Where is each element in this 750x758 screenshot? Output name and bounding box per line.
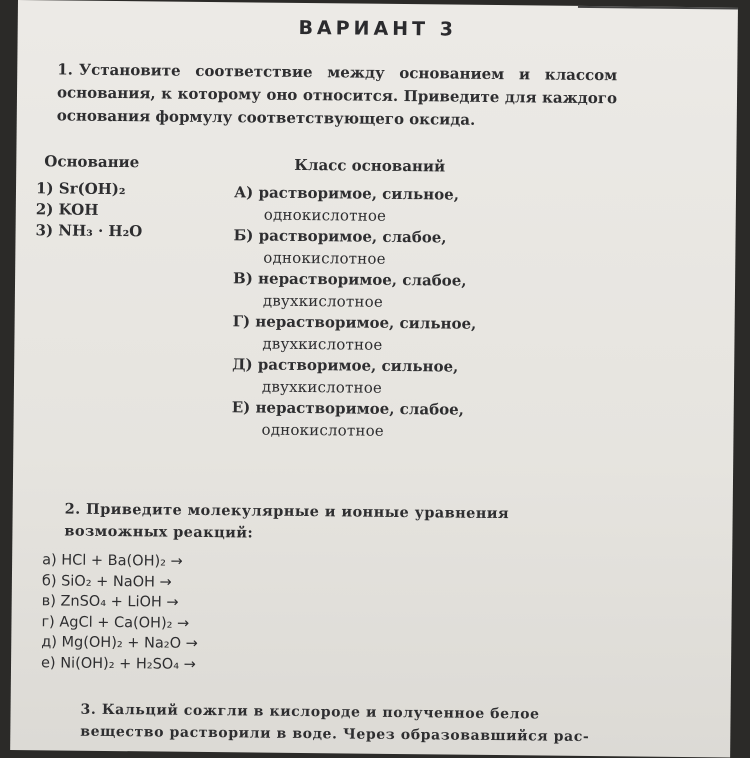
base-item: 2) KOH bbox=[35, 200, 99, 219]
class-item-line-1: В) нерастворимое, слабое, bbox=[233, 269, 467, 290]
class-item bbox=[234, 182, 564, 228]
class-item-line-2: двухкислотное bbox=[262, 291, 384, 311]
variant-title: ВАРИАНТ 3 bbox=[298, 16, 458, 41]
class-list bbox=[231, 182, 564, 443]
question-2-text: 2. Приведите молекулярные и ионные уравнения возможных реакций: bbox=[64, 500, 510, 542]
question-1-body: Установите соответствие между основанием и классом основания, к которому оно относится. Приведите для каждого основания формулу соответствующего оксида. bbox=[56, 60, 618, 129]
worksheet-page bbox=[10, 0, 738, 757]
top-rule bbox=[578, 6, 738, 10]
class-item-line-1: А) растворимое, сильное, bbox=[233, 183, 460, 204]
class-item-line-2: двухкислотное bbox=[262, 334, 383, 354]
base-item: 3) NH₃ · H₂O bbox=[35, 221, 143, 241]
question-1-number: 1. bbox=[57, 60, 74, 79]
class-item-line-1: Б) растворимое, слабое, bbox=[233, 226, 447, 247]
class-column-header: Класс оснований bbox=[294, 155, 446, 176]
reaction-item: в) ZnSO₄ + LiOH → bbox=[41, 593, 179, 611]
reaction-item: д) Mg(OH)₂ + Na₂O → bbox=[41, 634, 198, 652]
reaction-item: г) AgCl + Ca(OH)₂ → bbox=[41, 613, 190, 632]
class-item-line-2: однокислотное bbox=[263, 248, 386, 268]
class-item bbox=[233, 268, 563, 314]
class-item bbox=[232, 311, 562, 357]
class-item-line-1: Е) нерастворимое, слабое, bbox=[231, 398, 465, 419]
reaction-list bbox=[41, 550, 199, 675]
class-item-line-2: двухкислотное bbox=[261, 377, 383, 397]
class-item-line-1: Д) растворимое, сильное, bbox=[232, 355, 459, 376]
base-column-header: Основание bbox=[44, 152, 140, 172]
class-item bbox=[232, 354, 562, 400]
reaction-item: а) HCl + Ba(OH)₂ → bbox=[42, 552, 183, 570]
base-item: 1) Sr(OH)₂ bbox=[35, 179, 126, 199]
base-list bbox=[35, 178, 142, 242]
reaction-item: е) Ni(OH)₂ + H₂SO₄ → bbox=[40, 654, 196, 673]
question-3-text: 3. Кальций сожгли в кислороде и полученное белое вещество растворили в воде. Через образовавшийся рас- bbox=[80, 701, 590, 746]
class-item-line-1: Г) нерастворимое, сильное, bbox=[232, 312, 477, 333]
class-item bbox=[233, 225, 563, 271]
question-1-text bbox=[57, 58, 618, 133]
class-item bbox=[231, 397, 561, 443]
class-item-line-2: однокислотное bbox=[263, 205, 387, 225]
reaction-item: б) SiO₂ + NaOH → bbox=[41, 572, 172, 591]
class-item-line-2: однокислотное bbox=[261, 420, 385, 440]
